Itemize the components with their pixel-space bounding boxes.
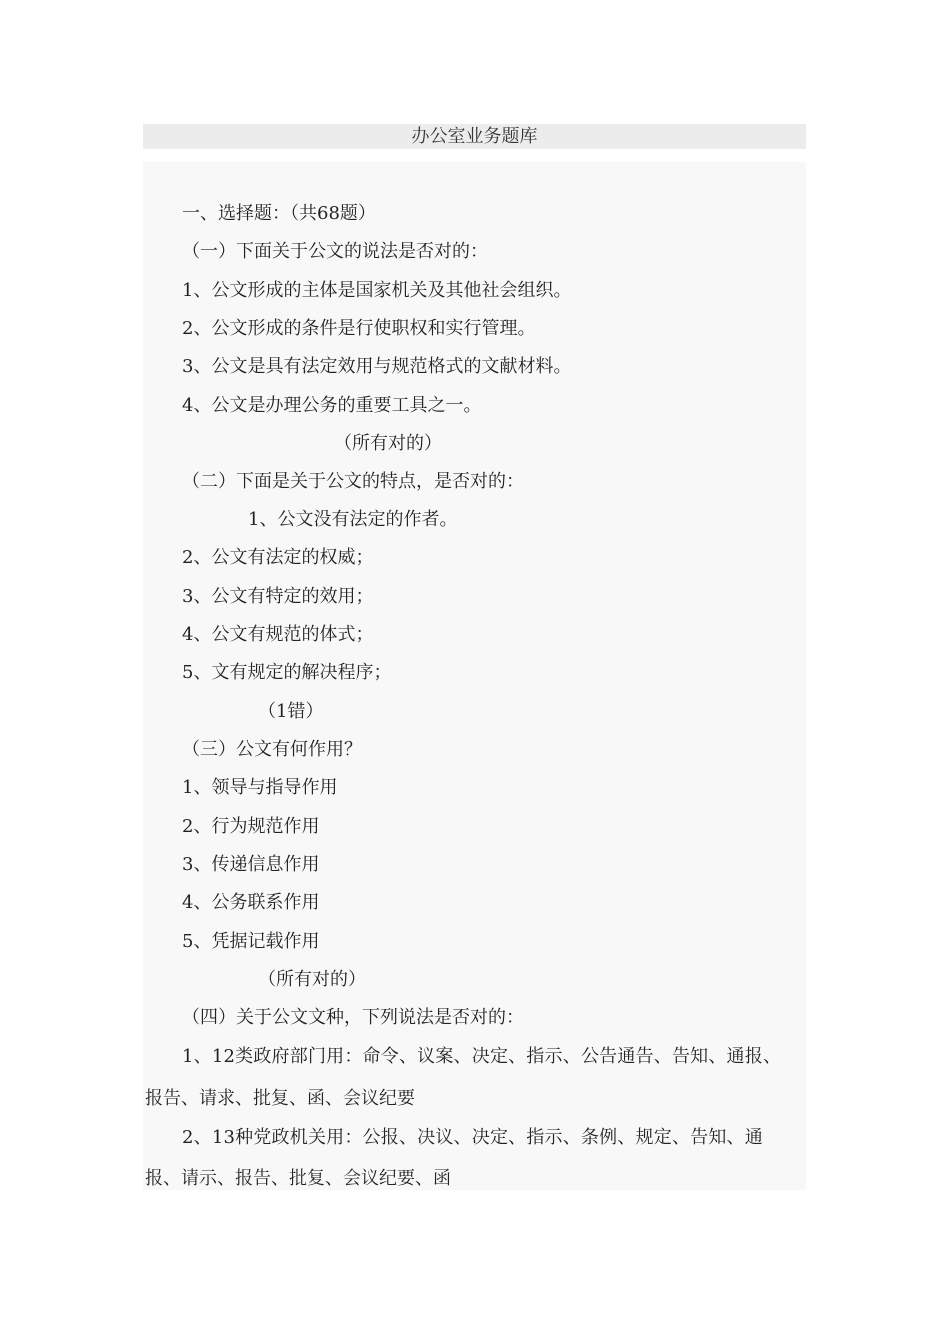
question-heading-2: （二）下面是关于公文的特点，是否对的：	[182, 471, 524, 492]
answer-note: （所有对的）	[258, 969, 366, 990]
question-item: 5、文有规定的解决程序；	[182, 662, 392, 683]
question-item: 5、凭据记载作用	[182, 931, 320, 952]
question-item: 3、传递信息作用	[182, 854, 320, 875]
section-heading-choice: 一、选择题：（共68题）	[182, 203, 376, 224]
question-item-continuation: 报、请示、报告、批复、会议纪要、函	[145, 1168, 451, 1189]
question-item: 2、公文有法定的权威；	[182, 547, 374, 568]
document-title: 办公室业务题库	[411, 126, 538, 147]
question-item: 3、公文有特定的效用；	[182, 586, 374, 607]
question-item: 1、公文形成的主体是国家机关及其他社会组织。	[182, 280, 572, 301]
question-item: 2、行为规范作用	[182, 816, 320, 837]
question-item: 3、公文是具有法定效用与规范格式的文献材料。	[182, 356, 572, 377]
question-item-continuation: 报告、请求、批复、函、会议纪要	[145, 1088, 415, 1109]
answer-note: （所有对的）	[334, 433, 442, 454]
question-heading-1: （一）下面关于公文的说法是否对的：	[182, 241, 488, 262]
question-item: 1、12类政府部门用：命令、议案、决定、指示、公告通告、告知、通报、	[182, 1046, 782, 1067]
question-item: 4、公务联系作用	[182, 892, 320, 913]
question-item: 4、公文是办理公务的重要工具之一。	[182, 395, 482, 416]
question-heading-3: （三）公文有何作用？	[182, 739, 362, 760]
question-heading-4: （四）关于公文文种，下列说法是否对的：	[182, 1007, 524, 1028]
answer-note: （1错）	[258, 701, 324, 722]
question-item: 4、公文有规范的体式；	[182, 624, 374, 645]
document-title-bar	[143, 124, 806, 149]
question-item: 1、公文没有法定的作者。	[248, 509, 458, 530]
question-item: 1、领导与指导作用	[182, 777, 338, 798]
question-item: 2、公文形成的条件是行使职权和实行管理。	[182, 318, 536, 339]
question-item: 2、13种党政机关用：公报、决议、决定、指示、条例、规定、告知、通	[182, 1127, 763, 1148]
